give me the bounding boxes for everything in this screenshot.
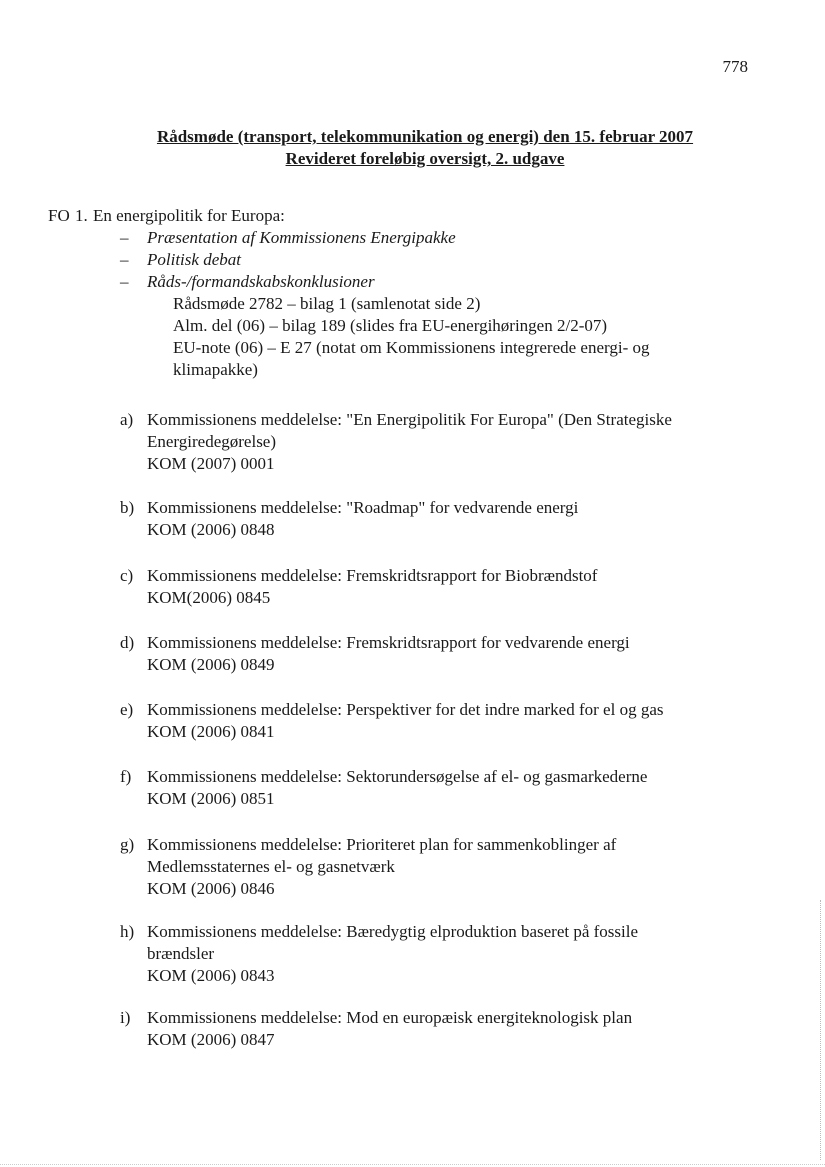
item-reference: KOM (2007) 0001	[147, 454, 275, 473]
item-reference: KOM (2006) 0846	[147, 879, 275, 898]
agenda-heading: En energipolitik for Europa:	[93, 206, 285, 225]
bullet-item: Præsentation af Kommissionens Energipakke	[147, 228, 456, 247]
item-reference: KOM (2006) 0849	[147, 655, 275, 674]
bullet-dash: –	[120, 228, 129, 247]
agenda-number: 1.	[75, 206, 88, 225]
item-reference: KOM (2006) 0848	[147, 520, 275, 539]
bullet-dash: –	[120, 272, 129, 291]
bullet-item: Politisk debat	[147, 250, 241, 269]
item-text: Kommissionens meddelelse: Bæredygtig elproduktion baseret på fossile	[147, 922, 639, 941]
item-letter: i)	[120, 1008, 131, 1027]
item-text: Energiredegørelse)	[147, 432, 277, 451]
item-letter: g)	[120, 835, 135, 854]
scan-edge	[820, 900, 821, 1160]
item-text: brændsler	[147, 944, 215, 963]
reference-line: klimapakke)	[173, 360, 258, 379]
item-text: Kommissionens meddelelse: Mod en europæisk energiteknologisk plan	[147, 1008, 633, 1027]
item-reference: KOM (2006) 0841	[147, 722, 275, 741]
item-reference: KOM (2006) 0847	[147, 1030, 275, 1049]
agenda-tag: FO	[48, 206, 70, 225]
document-title: Rådsmøde (transport, telekommunikation og energi) den 15. februar 2007	[156, 127, 694, 146]
item-text: Kommissionens meddelelse: Prioriteret plan for sammenkoblinger af	[147, 835, 617, 854]
item-letter: d)	[120, 633, 135, 652]
page-number: 778	[722, 57, 748, 76]
bullet-dash: –	[120, 250, 129, 269]
scan-edge-bottom	[0, 1164, 825, 1165]
item-text: Kommissionens meddelelse: Sektorundersøgelse af el- og gasmarkederne	[147, 767, 648, 786]
item-text: Kommissionens meddelelse: Fremskridtsrapport for vedvarende energi	[147, 633, 630, 652]
item-letter: h)	[120, 922, 135, 941]
reference-line: EU-note (06) – E 27 (notat om Kommissionens integrerede energi- og	[173, 338, 650, 357]
item-letter: c)	[120, 566, 134, 585]
reference-line: Alm. del (06) – bilag 189 (slides fra EU-energihøringen 2/2-07)	[173, 316, 608, 335]
item-text: Medlemsstaternes el- og gasnetværk	[147, 857, 395, 876]
reference-line: Rådsmøde 2782 – bilag 1 (samlenotat side 2)	[173, 294, 481, 313]
item-text: Kommissionens meddelelse: Perspektiver for det indre marked for el og gas	[147, 700, 664, 719]
item-reference: KOM (2006) 0851	[147, 789, 275, 808]
item-letter: b)	[120, 498, 135, 517]
item-reference: KOM(2006) 0845	[147, 588, 271, 607]
item-letter: a)	[120, 410, 134, 429]
bullet-item: Råds-/formandskabskonklusioner	[147, 272, 375, 291]
item-letter: e)	[120, 700, 134, 719]
item-reference: KOM (2006) 0843	[147, 966, 275, 985]
document-subtitle: Revideret foreløbig oversigt, 2. udgave	[285, 149, 565, 168]
item-text: Kommissionens meddelelse: "En Energipolitik For Europa" (Den Strategiske	[147, 410, 672, 429]
item-letter: f)	[120, 767, 132, 786]
item-text: Kommissionens meddelelse: "Roadmap" for vedvarende energi	[147, 498, 579, 517]
item-text: Kommissionens meddelelse: Fremskridtsrapport for Biobrændstof	[147, 566, 598, 585]
